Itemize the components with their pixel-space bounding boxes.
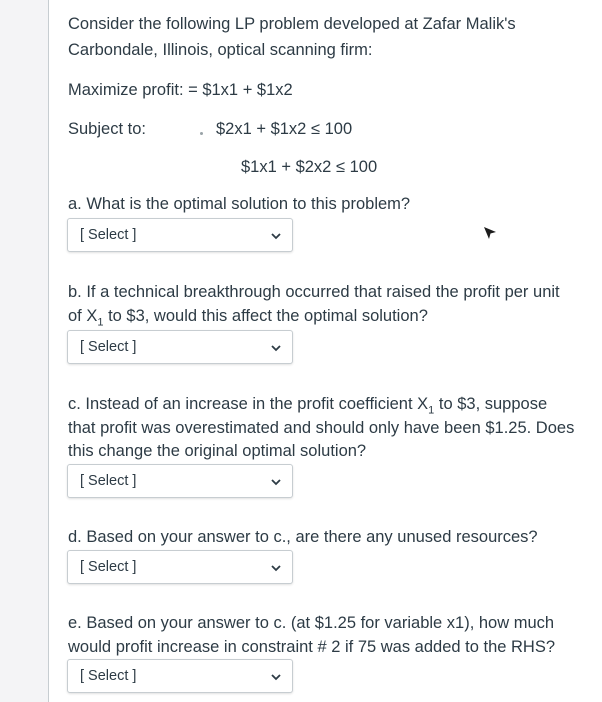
question-e-line-1: e. Based on your answer to c. (at $1.25 for variable x1), how much: [68, 614, 555, 632]
question-c-line-2: that profit was overestimated and should only have been $1.25. Does: [68, 419, 575, 437]
select-label: [ Select ]: [80, 227, 137, 243]
chevron-down-icon: [270, 230, 282, 242]
question-d-select[interactable]: [67, 550, 293, 584]
question-e-line-2: would profit increase in constraint # 2 if 75 was added to the RHS?: [68, 638, 556, 656]
subject-to-label: Subject to:: [68, 120, 146, 138]
constraint-2: $1x1 + $2x2 ≤ 100: [241, 158, 378, 176]
select-label: [ Select ]: [80, 559, 137, 575]
chevron-down-icon: [270, 671, 282, 683]
select-label: [ Select ]: [80, 473, 137, 489]
select-label: [ Select ]: [80, 668, 137, 684]
intro-line-2: Carbondale, Illinois, optical scanning firm:: [68, 41, 373, 59]
chevron-down-icon: [270, 342, 282, 354]
question-b-select[interactable]: [67, 330, 293, 364]
select-label: [ Select ]: [80, 339, 137, 355]
question-c-line-3: this change the original optimal solution?: [68, 442, 367, 460]
question-d-text: d. Based on your answer to c., are there any unused resources?: [68, 528, 538, 546]
question-b-line-2: of $X_1$ to $3, would this affect the optimal solution?: [68, 307, 428, 329]
question-a-select[interactable]: [67, 218, 293, 252]
constraint-1: $2x1 + $1x2 ≤ 100: [216, 120, 353, 138]
question-c-line-1: c. Instead of an increase in the profit coefficient $X_1$ to $3, suppose: [68, 395, 548, 417]
chevron-down-icon: [270, 562, 282, 574]
chevron-down-icon: [270, 476, 282, 488]
intro-line-1: Consider the following LP problem developed at Zafar Malik's: [68, 15, 516, 33]
question-b-line-1: b. If a technical breakthrough occurred that raised the profit per unit: [68, 283, 560, 301]
question-e-select[interactable]: [67, 659, 293, 693]
mouse-pointer-icon: [482, 225, 498, 241]
question-a-text: a. What is the optimal solution to this problem?: [68, 195, 411, 213]
stray-dot: [200, 132, 203, 135]
question-c-select[interactable]: [67, 464, 293, 498]
objective-function: Maximize profit: = $1x1 + $1x2: [68, 81, 293, 99]
